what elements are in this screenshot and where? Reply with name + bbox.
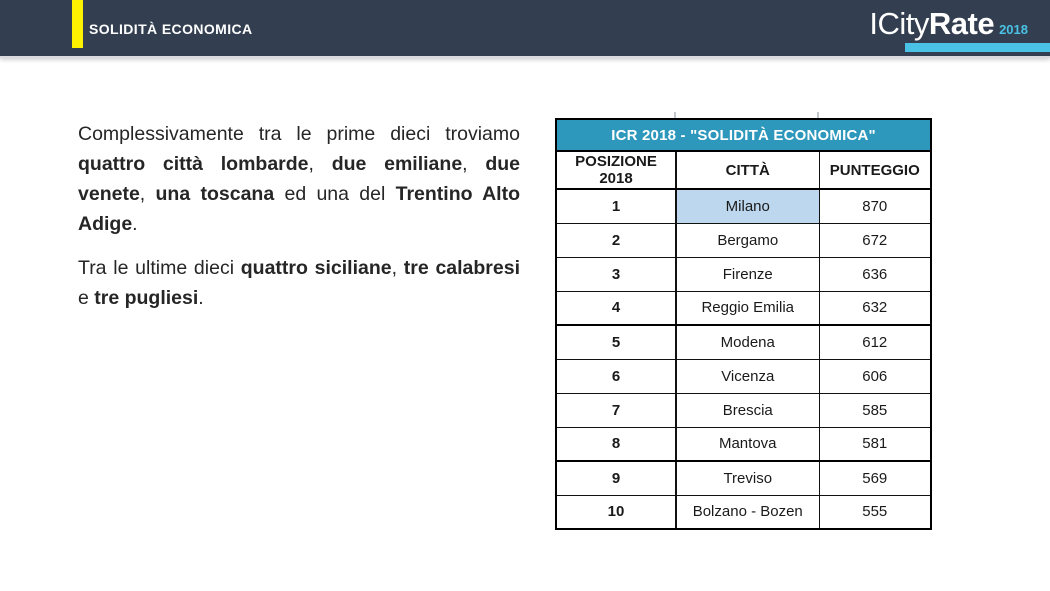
logo-year: 2018 [999, 22, 1028, 37]
ranking-table [555, 118, 932, 530]
bold-text-run: due venete [78, 153, 521, 205]
city-cell: Vicenza [676, 359, 819, 393]
position-cell: 5 [556, 325, 676, 359]
table-row [556, 189, 931, 223]
position-cell: 2 [556, 223, 676, 257]
score-cell: 606 [819, 359, 931, 393]
table-row [556, 427, 931, 461]
bold-text-run: una toscana [155, 183, 275, 205]
score-cell: 555 [819, 495, 931, 529]
text-run: e [78, 287, 95, 309]
icityrate-logo [869, 6, 1028, 42]
score-cell: 569 [819, 461, 931, 495]
score-cell: 612 [819, 325, 931, 359]
city-cell: Treviso [676, 461, 819, 495]
ranking-table-container [555, 118, 932, 530]
bold-text-run: Trentino Alto Adige [78, 183, 520, 235]
bold-text-run: quattro città lombarde [78, 153, 309, 175]
table-row [556, 495, 931, 529]
bold-text-run: due emiliane [331, 153, 463, 175]
position-cell: 6 [556, 359, 676, 393]
table-row [556, 291, 931, 325]
city-cell: Bolzano - Bozen [676, 495, 819, 529]
column-tick-mark [817, 112, 819, 118]
city-cell: Firenze [676, 257, 819, 291]
column-header-position: POSIZIONE 2018 [556, 151, 676, 189]
table-row [556, 325, 931, 359]
position-cell: 8 [556, 427, 676, 461]
city-cell: Reggio Emilia [676, 291, 819, 325]
city-cell: Modena [676, 325, 819, 359]
paragraph-bottom-ten [78, 253, 520, 313]
table-row [556, 257, 931, 291]
column-header-city: CITTÀ [676, 151, 819, 189]
score-cell: 672 [819, 223, 931, 257]
logo-underline-bar [905, 43, 1050, 52]
table-row [556, 359, 931, 393]
column-header-score: PUNTEGGIO [819, 151, 931, 189]
city-cell: Bergamo [676, 223, 819, 257]
text-run: . [132, 213, 138, 235]
table-row [556, 393, 931, 427]
table-header-row [556, 151, 931, 189]
logo-text-icity: ICity [869, 6, 929, 41]
table-row [556, 461, 931, 495]
text-run: . [198, 287, 204, 309]
score-cell: 636 [819, 257, 931, 291]
column-tick-mark [674, 112, 676, 118]
position-cell: 1 [556, 189, 676, 223]
yellow-accent-bar [72, 0, 83, 48]
position-cell: 10 [556, 495, 676, 529]
bold-text-run: quattro siciliane [240, 257, 392, 279]
city-cell: Mantova [676, 427, 819, 461]
header-bar [0, 0, 1050, 58]
position-cell: 4 [556, 291, 676, 325]
table-row [556, 223, 931, 257]
table-title: ICR 2018 - "SOLIDITÀ ECONOMICA" [556, 119, 931, 151]
body-text [78, 119, 520, 327]
bold-text-run: tre calabresi [403, 257, 521, 279]
slide-title: SOLIDITÀ ECONOMICA [89, 21, 253, 37]
score-cell: 581 [819, 427, 931, 461]
text-run: , [308, 153, 332, 175]
score-cell: 585 [819, 393, 931, 427]
position-cell: 3 [556, 257, 676, 291]
text-run: Tra le ultime dieci [78, 257, 241, 279]
text-run: , [139, 183, 156, 205]
text-run: ed una del [274, 183, 396, 205]
text-run: Complessivamente tra le prime dieci troviamo [78, 123, 520, 145]
score-cell: 632 [819, 291, 931, 325]
logo-text-rate: Rate [928, 6, 995, 41]
score-cell: 870 [819, 189, 931, 223]
bold-text-run: tre pugliesi [94, 287, 199, 309]
position-cell: 9 [556, 461, 676, 495]
text-run: , [391, 257, 404, 279]
position-cell: 7 [556, 393, 676, 427]
paragraph-top-ten [78, 119, 520, 239]
city-cell: Milano [676, 189, 819, 223]
text-run: , [462, 153, 486, 175]
city-cell: Brescia [676, 393, 819, 427]
